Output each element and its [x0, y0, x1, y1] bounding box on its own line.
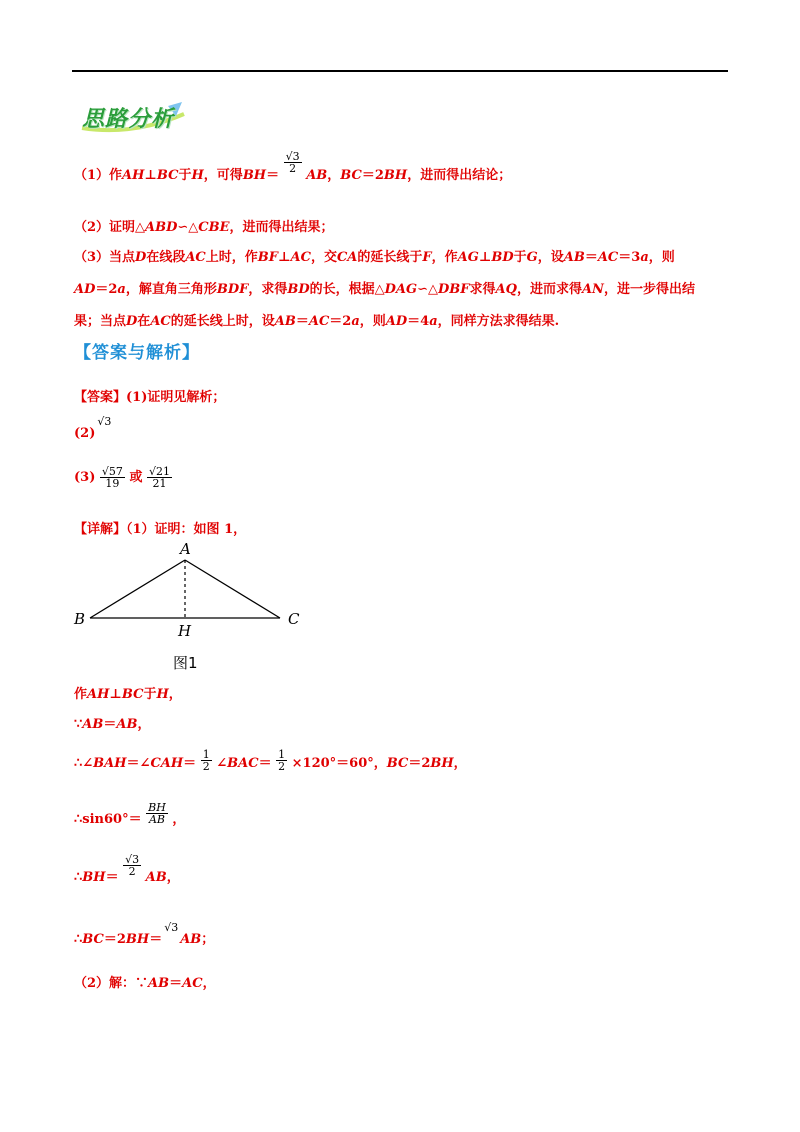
fraction-one-half-2: $\frac{1}{2}$ [278, 748, 286, 773]
label-h: H [178, 622, 192, 640]
answer-line-3: (3) $\frac{√57}{19}$ 或 $\frac{√21}{21}$ [74, 465, 170, 490]
analysis-logo [78, 100, 188, 134]
side-ac [185, 560, 280, 618]
logo-text: 思路分析 [82, 107, 175, 132]
detail-step-5: ∴BH＝ $\frac{√3}{2}$ AB， [74, 853, 180, 885]
figure-caption: 图1 [173, 654, 198, 672]
analysis-line-5: 果；当点D在AC的延长线上时，设AB＝AC＝2a，则AD＝4a，同样方法求得结果. [74, 314, 560, 329]
fraction-bh-over-ab: $\frac{BH}{AB}$ [148, 801, 166, 826]
detail-step-2: ∵AB＝AB， [74, 717, 151, 732]
fraction-sqrt57-over-19: $\frac{√57}{19}$ [101, 465, 123, 490]
analysis-line-1: （1）作AH⊥BC于H，可得BH＝ $\frac{√3}{2}$ AB，BC＝2BH，进而得出结论； [74, 150, 512, 183]
fraction-one-half-1: $\frac{1}{2}$ [202, 748, 210, 773]
detail-intro: 【详解】（1）证明：如图 1， [74, 522, 247, 537]
top-rule [72, 70, 728, 72]
side-ab [90, 560, 185, 618]
detail-step-3: ∴∠BAH＝∠CAH＝ $\frac{1}{2}$ ∠BAC＝ $\frac{1}{2}$ ×120°＝60°，BC＝2BH， [74, 748, 467, 773]
label-b: B [74, 610, 86, 628]
answer-heading: 【答案与解析】 [74, 343, 200, 363]
analysis-line-2: （2）证明△ABD∽△CBE，进而得出结果； [74, 220, 334, 235]
detail-step-7: （2）解：∵AB＝AC， [74, 976, 216, 991]
detail-step-1: 作AH⊥BC于H， [74, 687, 182, 702]
label-c: C [288, 610, 300, 628]
figure-1-triangle [80, 540, 310, 640]
fraction-sqrt3-over-2: $\frac{√3}{2}$ [285, 150, 300, 175]
answer-line-2: $(2)^{√3}$ [74, 415, 112, 441]
detail-step-4: ∴sin60°＝ $\frac{BH}{AB}$ ， [74, 801, 186, 827]
label-a: A [180, 540, 191, 558]
detail-step-6: ∴BC＝2BH＝$^{√3}$AB； [74, 921, 215, 947]
analysis-line-4: AD＝2a，解直角三角形BDF，求得BD的长，根据△DAG∽△DBF求得AQ，进而求得AN，进一步得出结 [74, 282, 695, 297]
fraction-sqrt3-over-2-b: $\frac{√3}{2}$ [125, 853, 140, 878]
analysis-line-3: （3）当点D在线段AC上时，作BF⊥AC，交CA的延长线于F，作AG⊥BD于G，设AB＝AC＝3a，则 [74, 250, 675, 265]
answer-line-1: 【答案】(1)证明见解析； [74, 390, 226, 405]
fraction-sqrt21-over-21: $\frac{√21}{21}$ [148, 465, 170, 490]
